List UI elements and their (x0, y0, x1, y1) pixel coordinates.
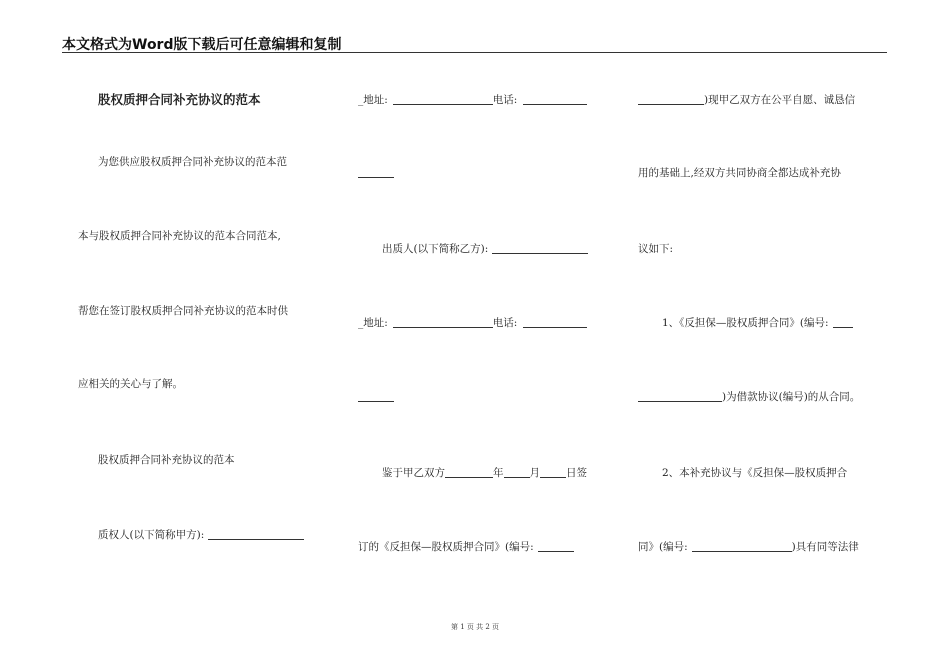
month-blank (504, 467, 530, 478)
col3-line-5 (638, 390, 860, 404)
header-divider (62, 52, 887, 53)
phone-continuation-2 (358, 390, 394, 404)
day-label: 日签 (566, 467, 587, 479)
year-blank (445, 467, 493, 478)
doc-title: 股权质押合同补充协议的范本 (98, 92, 261, 107)
day-blank (540, 467, 566, 478)
col3-blank-7 (692, 541, 792, 552)
pledgor-line (382, 242, 588, 256)
col3-line-7 (638, 540, 859, 554)
phone-continuation-1 (358, 166, 394, 180)
intro-line-4: 应相关的关心与了解。 (78, 378, 183, 390)
phone-label-1: 电话: (492, 94, 518, 106)
col3-text-1: )现甲乙双方在公平自愿、诚恳信 (704, 94, 856, 106)
col3-line-4 (662, 316, 853, 330)
year-label: 年 (493, 467, 504, 479)
section-heading: 股权质押合同补充协议的范本 (98, 454, 235, 466)
intro-line-3: 帮您在签订股权质押合同补充协议的范本时供 (78, 305, 288, 317)
whereas-label: 鉴于甲乙双方 (382, 467, 445, 479)
contract-ref-line (358, 540, 574, 554)
address-line-1 (358, 93, 587, 107)
date-line (382, 466, 587, 480)
pledgee-line (98, 528, 304, 542)
col3-line-2: 用的基础上,经双方共同协商全都达成补充协 (638, 167, 841, 179)
contract-number-blank (538, 541, 574, 552)
pledgor-blank (492, 243, 588, 254)
continuation-blank-1 (358, 167, 394, 178)
intro-line-2: 本与股权质押合同补充协议的范本合同范本, (78, 230, 281, 242)
col3-blank-5 (638, 391, 722, 402)
col3-text-4: 1、《反担保—股权质押合同》(编号: (662, 317, 829, 329)
pledgee-blank (208, 529, 304, 540)
address-blank-1 (393, 94, 493, 105)
address-label-1: _地址: (358, 94, 388, 106)
pledgee-label: 质权人(以下简称甲方): (98, 529, 205, 541)
pledgor-label: 出质人(以下简称乙方): (382, 243, 489, 255)
address-line-2 (358, 316, 587, 330)
col3-blank-1 (638, 94, 704, 105)
phone-blank-2 (523, 317, 587, 328)
page-number: 第 1 页 共 2 页 (450, 623, 500, 631)
col3-line-3: 议如下: (638, 243, 674, 255)
phone-blank-1 (523, 94, 587, 105)
col3-text-7b: )具有同等法律 (791, 541, 859, 553)
intro-line-1: 为您供应股权质押合同补充协议的范本范 (98, 156, 287, 168)
phone-label-2: 电话: (492, 317, 518, 329)
continuation-blank-2 (358, 391, 394, 402)
address-label-2: _地址: (358, 317, 388, 329)
col3-text-7a: 同》(编号: (638, 541, 688, 553)
col3-line-1 (638, 93, 855, 107)
col3-text-5: )为借款协议(编号)的从合同。 (722, 391, 861, 403)
doc-header-title: 本文格式为Word版下载后可任意编辑和复制 (62, 37, 342, 53)
col3-blank-4 (833, 317, 853, 328)
contract-ref-label: 订的《反担保—股权质押合同》(编号: (358, 541, 534, 553)
col3-line-6: 2、本补充协议与《反担保—股权质押合 (662, 467, 848, 479)
address-blank-2 (393, 317, 493, 328)
month-label: 月 (529, 467, 540, 479)
